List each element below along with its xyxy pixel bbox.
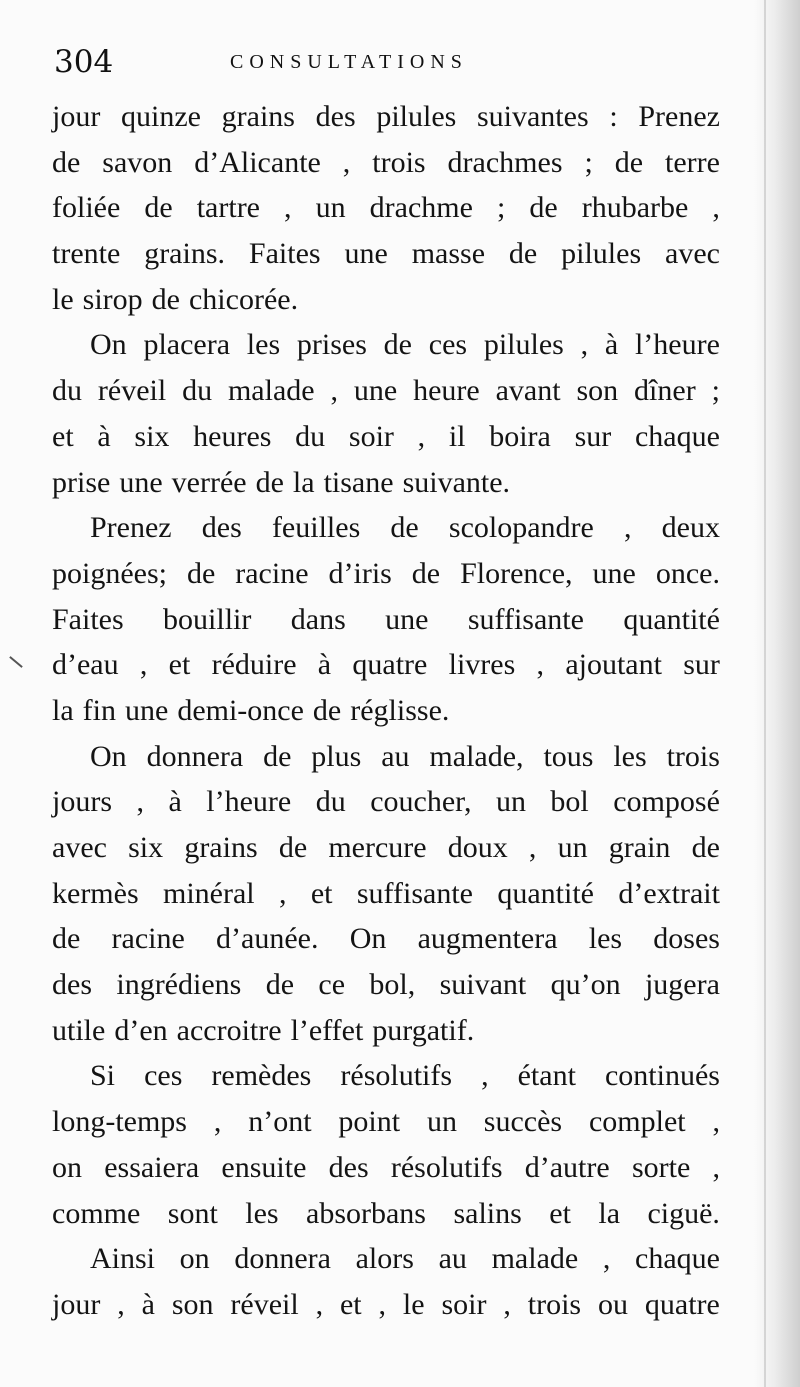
word: ce bbox=[318, 968, 346, 1002]
word: et bbox=[52, 419, 74, 453]
word: , bbox=[602, 1242, 611, 1276]
word: pilules bbox=[376, 100, 457, 133]
word: des bbox=[315, 100, 356, 133]
word: de bbox=[186, 556, 216, 590]
word: la bbox=[52, 693, 74, 727]
word: au bbox=[438, 1242, 467, 1276]
word: les bbox=[246, 328, 281, 362]
word: un bbox=[557, 831, 588, 864]
word: six bbox=[128, 831, 164, 864]
text-line bbox=[52, 277, 720, 323]
word: un bbox=[315, 191, 346, 225]
ink-speck bbox=[9, 656, 23, 668]
word: à bbox=[168, 785, 182, 819]
word: mercure bbox=[328, 831, 427, 864]
word: réglisse. bbox=[350, 693, 450, 727]
word: du bbox=[295, 419, 326, 453]
word: , bbox=[417, 419, 426, 453]
word: malade bbox=[227, 374, 315, 408]
word: jour bbox=[52, 100, 101, 133]
word: remèdes bbox=[211, 1059, 312, 1093]
word: résolutifs bbox=[390, 1150, 503, 1184]
word: long-temps bbox=[52, 1105, 187, 1139]
word: des bbox=[328, 1150, 369, 1184]
word: dîner bbox=[634, 374, 696, 408]
word: Florence, bbox=[460, 556, 573, 590]
word: , bbox=[712, 1150, 720, 1184]
word: de bbox=[144, 191, 173, 225]
word: malade bbox=[491, 1242, 579, 1276]
word: coucher, bbox=[370, 785, 472, 819]
word: , bbox=[481, 1059, 489, 1093]
word: de bbox=[255, 465, 284, 499]
word: trois bbox=[666, 739, 720, 773]
word: d’en bbox=[114, 1013, 168, 1047]
word: les bbox=[245, 1196, 279, 1230]
word: sorte bbox=[631, 1150, 691, 1184]
word: à bbox=[141, 1287, 155, 1321]
word: Faites bbox=[52, 602, 124, 636]
word: de bbox=[263, 739, 292, 773]
word: , bbox=[284, 191, 292, 225]
word: étant bbox=[517, 1059, 576, 1093]
word: grains bbox=[221, 100, 295, 133]
word: il bbox=[448, 419, 466, 453]
text-line bbox=[52, 734, 720, 780]
text-line bbox=[52, 916, 720, 962]
word: tartre bbox=[196, 191, 260, 225]
word: de bbox=[312, 693, 342, 727]
word: feuilles bbox=[271, 511, 361, 545]
word: quinze bbox=[121, 100, 201, 133]
word: réveil bbox=[97, 374, 167, 408]
word: chaque bbox=[634, 419, 720, 453]
word: d’aunée. bbox=[216, 922, 319, 956]
word: réveil bbox=[230, 1287, 299, 1321]
word: la bbox=[598, 1196, 621, 1230]
word: comme bbox=[52, 1196, 141, 1230]
word: ou bbox=[597, 1287, 628, 1321]
text-line bbox=[52, 551, 720, 597]
word: verrée bbox=[171, 465, 247, 499]
word: ensuite bbox=[221, 1150, 307, 1184]
word: d’iris bbox=[328, 556, 392, 590]
word: d’autre bbox=[524, 1150, 610, 1184]
word: avec bbox=[52, 831, 107, 864]
text-line bbox=[52, 322, 720, 368]
word: chicorée. bbox=[188, 282, 299, 316]
word: essaiera bbox=[104, 1150, 200, 1184]
text-line bbox=[52, 825, 720, 871]
word: On bbox=[90, 328, 127, 362]
word: , bbox=[580, 328, 589, 362]
word: de bbox=[151, 282, 180, 316]
word: l’effet bbox=[290, 1013, 364, 1047]
word: poignées; bbox=[52, 556, 167, 590]
word: n’ont bbox=[248, 1105, 312, 1139]
word: son bbox=[576, 374, 619, 408]
word: de bbox=[529, 191, 558, 225]
word: une bbox=[353, 374, 398, 408]
word: grains bbox=[184, 831, 258, 864]
word: drachmes bbox=[447, 145, 563, 179]
word: de bbox=[52, 922, 81, 956]
word: quantité bbox=[497, 876, 594, 910]
word: , bbox=[330, 374, 338, 408]
word: malade, bbox=[429, 739, 524, 773]
word: , bbox=[279, 876, 287, 910]
word: qu’on bbox=[550, 968, 621, 1002]
word: et bbox=[339, 1287, 362, 1321]
word: heures bbox=[193, 419, 272, 453]
word: ingrédiens bbox=[116, 968, 242, 1002]
word: On bbox=[349, 922, 387, 956]
word: des bbox=[201, 511, 242, 545]
text-line bbox=[52, 460, 720, 506]
word: , bbox=[536, 648, 545, 682]
word: soir bbox=[441, 1287, 487, 1321]
text-line bbox=[52, 1145, 720, 1191]
word: deux bbox=[661, 511, 720, 545]
word: : bbox=[609, 100, 618, 133]
word: quatre bbox=[644, 1287, 720, 1321]
word: rhubarbe bbox=[581, 191, 689, 225]
text-line bbox=[52, 597, 720, 643]
word: pilules bbox=[483, 328, 564, 362]
word: de bbox=[691, 831, 720, 864]
word: Si bbox=[90, 1059, 116, 1093]
text-line bbox=[52, 1053, 720, 1099]
word: sur bbox=[683, 648, 720, 682]
word: suivantes bbox=[476, 100, 589, 133]
word: alors bbox=[355, 1242, 414, 1276]
word: résolutifs bbox=[340, 1059, 453, 1093]
word: livres bbox=[448, 648, 516, 682]
page-edge-shadow bbox=[754, 0, 800, 1387]
text-line bbox=[52, 642, 720, 688]
word: terre bbox=[665, 145, 720, 179]
word: racine bbox=[235, 556, 309, 590]
word: au bbox=[381, 739, 410, 773]
word: doses bbox=[653, 922, 720, 956]
word: prise bbox=[52, 465, 111, 499]
word: ajoutant bbox=[565, 648, 662, 682]
text-line bbox=[52, 140, 720, 186]
word: donnera bbox=[234, 1242, 331, 1276]
word: le bbox=[402, 1287, 425, 1321]
word: scolopandre bbox=[448, 511, 594, 545]
word: un bbox=[495, 785, 526, 819]
word: ; bbox=[711, 374, 720, 408]
word: suivant bbox=[439, 968, 527, 1002]
word: de bbox=[508, 237, 538, 271]
text-line bbox=[52, 779, 720, 825]
word: heure bbox=[413, 374, 480, 408]
word: à bbox=[97, 419, 111, 453]
text-line bbox=[52, 871, 720, 917]
text-line bbox=[52, 1008, 720, 1054]
text-line bbox=[52, 231, 720, 277]
word: savon bbox=[102, 145, 173, 179]
word: sont bbox=[167, 1196, 218, 1230]
word: tous bbox=[543, 739, 594, 773]
word: chaque bbox=[635, 1242, 720, 1276]
text-line bbox=[52, 1099, 720, 1145]
word: plus bbox=[311, 739, 362, 773]
word: continués bbox=[604, 1059, 720, 1093]
word: jugera bbox=[644, 968, 720, 1002]
word: et bbox=[549, 1196, 571, 1230]
word: racine bbox=[111, 922, 185, 956]
word: bol, bbox=[369, 968, 416, 1002]
word: , bbox=[315, 1287, 324, 1321]
text-line bbox=[52, 368, 720, 414]
word: ces bbox=[144, 1059, 183, 1093]
word: trois bbox=[527, 1287, 582, 1321]
word: l’heure bbox=[206, 785, 292, 819]
word: boira bbox=[489, 419, 551, 453]
text-line bbox=[52, 688, 720, 734]
word: , bbox=[712, 191, 720, 225]
word: , bbox=[136, 785, 144, 819]
word: d’eau bbox=[52, 648, 119, 682]
page-number: 304 bbox=[54, 44, 114, 80]
word: de bbox=[614, 145, 644, 179]
word: demi-once bbox=[177, 693, 304, 727]
word: son bbox=[171, 1287, 214, 1321]
word: les bbox=[613, 739, 647, 773]
word: de bbox=[390, 511, 419, 545]
word: quantité bbox=[623, 602, 720, 636]
word: de bbox=[411, 556, 441, 590]
word: trois bbox=[372, 145, 426, 179]
word: , bbox=[139, 648, 148, 682]
word: le bbox=[52, 282, 74, 316]
word: suffisante bbox=[467, 602, 584, 636]
word: , bbox=[712, 1105, 720, 1139]
word: tisane bbox=[323, 465, 394, 499]
word: du bbox=[315, 785, 346, 819]
word: quatre bbox=[352, 648, 428, 682]
word: de bbox=[265, 968, 295, 1002]
word: purgatif. bbox=[372, 1013, 475, 1047]
word: on bbox=[52, 1150, 82, 1184]
word: Prenez bbox=[638, 100, 720, 133]
word: de bbox=[383, 328, 412, 362]
word: l’heure bbox=[634, 328, 720, 362]
word: dans bbox=[290, 602, 346, 636]
word: once. bbox=[655, 556, 720, 590]
word: salins bbox=[453, 1196, 522, 1230]
running-head: CONSULTATIONS bbox=[230, 51, 468, 73]
word: on bbox=[179, 1242, 210, 1276]
word: de bbox=[278, 831, 308, 864]
word: Ainsi bbox=[90, 1242, 156, 1276]
word: fin bbox=[82, 693, 116, 727]
word: masse bbox=[411, 237, 486, 271]
word: succès bbox=[483, 1105, 563, 1139]
word: doux bbox=[447, 831, 508, 864]
text-line bbox=[52, 94, 720, 140]
word: soir bbox=[348, 419, 394, 453]
word: , bbox=[378, 1287, 387, 1321]
word: du bbox=[182, 374, 213, 408]
word: placera bbox=[143, 328, 231, 362]
word: foliée bbox=[52, 191, 121, 225]
word: utile bbox=[52, 1013, 106, 1047]
word: suivante. bbox=[402, 465, 511, 499]
word: Faites bbox=[248, 237, 321, 271]
word: , bbox=[624, 511, 632, 545]
word: point bbox=[338, 1105, 401, 1139]
word: , bbox=[342, 145, 351, 179]
word: réduire bbox=[211, 648, 297, 682]
word: la bbox=[292, 465, 315, 499]
word: ; bbox=[584, 145, 593, 179]
word: suffisante bbox=[356, 876, 473, 910]
word: , bbox=[528, 831, 537, 864]
word: de bbox=[52, 145, 81, 179]
text-line bbox=[52, 505, 720, 551]
word: ces bbox=[428, 328, 468, 362]
word: donnera bbox=[146, 739, 244, 773]
word: ciguë. bbox=[647, 1196, 720, 1230]
text-line bbox=[52, 185, 720, 231]
word: prises bbox=[296, 328, 367, 362]
word: avec bbox=[665, 237, 720, 271]
word: à bbox=[604, 328, 619, 362]
word: On bbox=[90, 739, 127, 773]
word: d’extrait bbox=[618, 876, 720, 910]
word: bouillir bbox=[163, 602, 252, 636]
word: drachme bbox=[369, 191, 473, 225]
word: une bbox=[344, 237, 388, 271]
word: composé bbox=[613, 785, 720, 819]
word: accroitre bbox=[176, 1013, 282, 1047]
word: et bbox=[168, 648, 191, 682]
word: Prenez bbox=[90, 511, 172, 545]
word: pilules bbox=[561, 237, 642, 271]
word: sur bbox=[574, 419, 612, 453]
word: une bbox=[119, 465, 163, 499]
word: grain bbox=[608, 831, 671, 864]
text-line bbox=[52, 414, 720, 460]
word: un bbox=[426, 1105, 457, 1139]
text-line bbox=[52, 1236, 720, 1282]
word: jour bbox=[52, 1287, 101, 1321]
word: et bbox=[310, 876, 333, 910]
word: six bbox=[134, 419, 170, 453]
word: bol bbox=[550, 785, 589, 819]
word: kermès bbox=[52, 876, 139, 910]
word: , bbox=[503, 1287, 511, 1321]
word: du bbox=[52, 374, 82, 408]
word: les bbox=[588, 922, 623, 956]
word: des bbox=[52, 968, 92, 1002]
word: absorbans bbox=[306, 1196, 426, 1230]
word: sirop bbox=[82, 282, 143, 316]
page-header bbox=[54, 40, 714, 90]
word: ; bbox=[496, 191, 506, 225]
word: minéral bbox=[163, 876, 255, 910]
word: , bbox=[213, 1105, 222, 1139]
word: une bbox=[124, 693, 169, 727]
word: une bbox=[385, 602, 429, 636]
word: augmentera bbox=[417, 922, 558, 956]
body-text bbox=[52, 94, 720, 1328]
page-edge-line bbox=[764, 0, 766, 1387]
word: à bbox=[317, 648, 332, 682]
text-line bbox=[52, 1191, 720, 1237]
word: d’Alicante bbox=[194, 145, 321, 179]
text-line bbox=[52, 962, 720, 1008]
word: avant bbox=[495, 374, 561, 408]
word: complet bbox=[588, 1105, 686, 1139]
word: une bbox=[592, 556, 636, 590]
word: jours bbox=[52, 785, 112, 819]
text-line bbox=[52, 1282, 720, 1328]
word: , bbox=[117, 1287, 125, 1321]
word: trente bbox=[52, 237, 121, 271]
word: grains. bbox=[144, 237, 226, 271]
